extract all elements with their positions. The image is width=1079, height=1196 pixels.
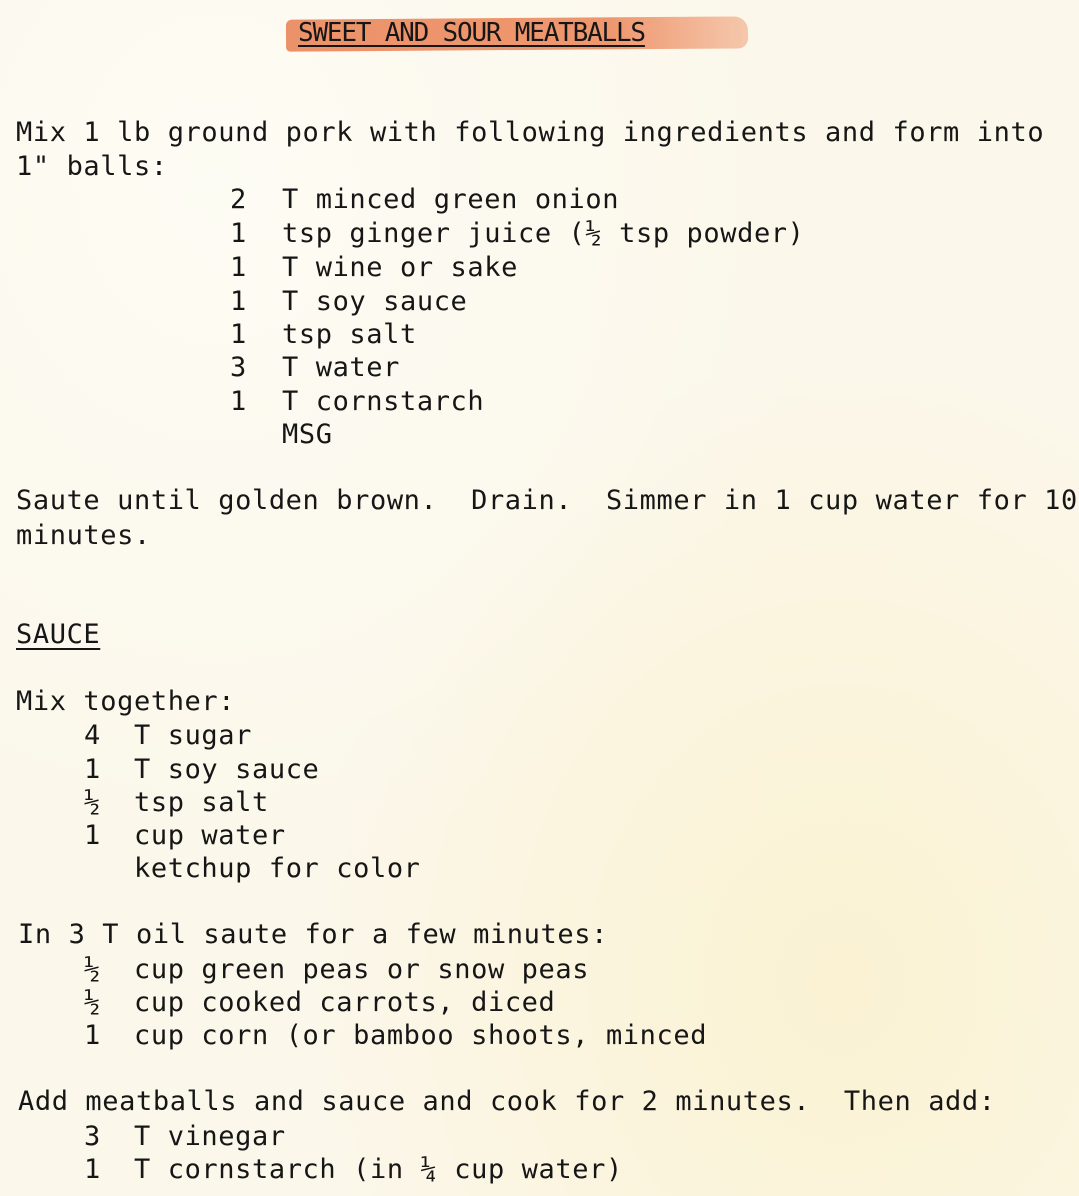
final-qty: 3 bbox=[84, 1121, 101, 1152]
sauce-qty: 1 bbox=[84, 820, 101, 851]
final-qty: 1 bbox=[84, 1154, 101, 1185]
veg-text: cup green peas or snow peas bbox=[134, 954, 590, 985]
veg-text: cup cooked carrots, diced bbox=[134, 987, 556, 1018]
sauce-text: T soy sauce bbox=[134, 754, 320, 785]
sauce-text: tsp salt bbox=[134, 787, 269, 818]
veg-qty: ½ bbox=[84, 987, 101, 1018]
sauce-qty: 4 bbox=[84, 720, 101, 751]
mix-together-label: Mix together: bbox=[16, 686, 236, 717]
ingredient-text: T soy sauce bbox=[282, 286, 468, 317]
ingredient-text: tsp ginger juice (½ tsp powder) bbox=[282, 218, 805, 249]
ingredient-text: MSG bbox=[282, 419, 333, 450]
recipe-title: SWEET AND SOUR MEATBALLS bbox=[298, 18, 645, 48]
saute-line-1: Saute until golden brown. Drain. Simmer in 1 cup water for 10 bbox=[16, 485, 1078, 516]
ingredient-qty: 3 bbox=[230, 352, 247, 383]
ingredient-qty: 1 bbox=[230, 218, 247, 249]
sauce-heading: SAUCE bbox=[16, 619, 101, 650]
sauce-qty: 1 bbox=[84, 754, 101, 785]
ingredient-qty: 1 bbox=[230, 286, 247, 317]
ingredient-qty: 1 bbox=[230, 252, 247, 283]
ingredient-text: T cornstarch bbox=[282, 386, 485, 417]
intro-line-1: Mix 1 lb ground pork with following ingredients and form into bbox=[16, 117, 1045, 148]
veg-qty: 1 bbox=[84, 1020, 101, 1051]
sauce-text: T sugar bbox=[134, 720, 252, 751]
ingredient-text: tsp salt bbox=[282, 319, 417, 350]
final-text: T vinegar bbox=[134, 1121, 286, 1152]
sauce-qty: ½ bbox=[84, 787, 101, 818]
ingredient-text: T water bbox=[282, 352, 400, 383]
ingredient-qty: 1 bbox=[230, 386, 247, 417]
ingredient-qty: 1 bbox=[230, 319, 247, 350]
ingredient-text: T minced green onion bbox=[282, 184, 620, 215]
intro-line-2: 1" balls: bbox=[16, 151, 168, 182]
oil-saute-label: In 3 T oil saute for a few minutes: bbox=[18, 919, 608, 950]
ingredient-text: T wine or sake bbox=[282, 252, 518, 283]
sauce-text: cup water bbox=[134, 820, 286, 851]
sauce-text: ketchup for color bbox=[134, 853, 421, 884]
veg-qty: ½ bbox=[84, 954, 101, 985]
veg-text: cup corn (or bamboo shoots, minced bbox=[134, 1020, 708, 1051]
title-block bbox=[286, 14, 748, 54]
final-text: T cornstarch (in ¼ cup water) bbox=[134, 1154, 623, 1185]
add-meatballs-label: Add meatballs and sauce and cook for 2 minutes. Then add: bbox=[18, 1086, 996, 1117]
ingredient-qty: 2 bbox=[230, 184, 247, 215]
saute-line-2: minutes. bbox=[16, 520, 151, 551]
